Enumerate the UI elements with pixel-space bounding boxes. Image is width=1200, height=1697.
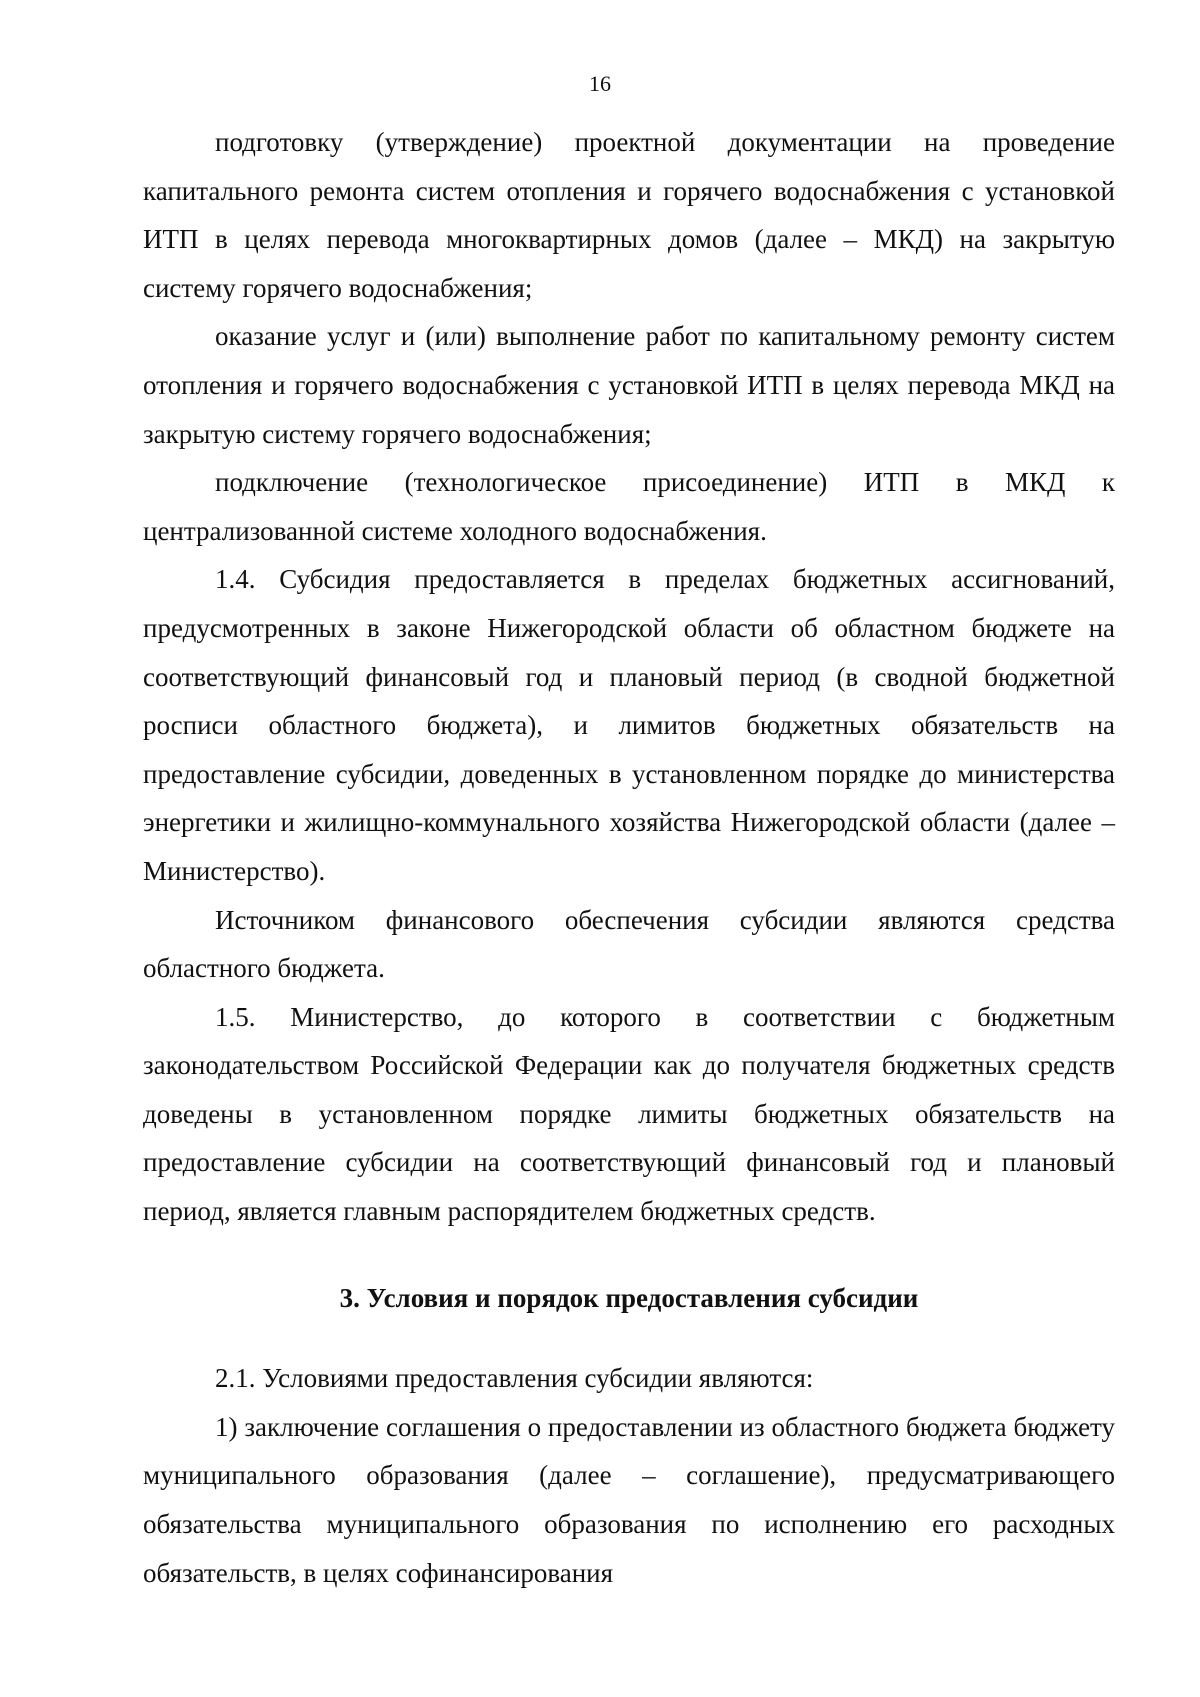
paragraph-2-1: 2.1. Условиями предоставления субсидии являются:	[215, 1363, 814, 1394]
paragraph-repair-works: оказание услуг и (или) выполнение работ по капитальному ремонту систем отопления и горячего водоснабжения с установкой ИТП в целях перевода МКД на закрытую систему горячего водоснабжения;	[143, 321, 1115, 449]
paragraph-design-documentation: подготовку (утверждение) проектной документации на проведение капитального ремонта систем отопления и горячего водоснабжения с установкой ИТП в целях перевода многоквартирных домов (далее – МКД) на закрытую систему горячего водоснабжения;	[143, 127, 1115, 303]
paragraph-1-4: 1.4. Субсидия предоставляется в пределах бюджетных ассигнований, предусмотренных в законе Нижегородской области об областном бюджете на соответствующий финансовый год и плановый период (в сводной бюджетной росписи областного бюджета), и лимитов бюджетных обязательств на предоставление субсидии, доведенных в установленном порядке до министерства энергетики и жилищно-коммунального хозяйства Нижегородской области (далее – Министерство).	[143, 564, 1115, 886]
document-body	[143, 118, 1115, 1597]
page-number: 16	[589, 71, 611, 96]
paragraph-connection: подключение (технологическое присоединение) ИТП в МКД к централизованной системе холодного водоснабжения.	[143, 467, 1115, 546]
paragraph-funding-source: Источником финансового обеспечения субсидии являются средства областного бюджета.	[143, 904, 1115, 984]
paragraph-condition-1: 1) заключение соглашения о предоставлении из областного бюджета бюджету муниципального образования (далее – соглашение), предусматривающего обязательства муниципального образования по исполнению его расходных обязательств, в целях софинансирования	[143, 1411, 1115, 1588]
section-heading: 3. Условия и порядок предоставления субсидии	[339, 1282, 919, 1313]
paragraph-1-5: 1.5. Министерство, до которого в соответствии с бюджетным законодательством Российской Федерации как до получателя бюджетных средств доведены в установленном порядке лимиты бюджетных обязательств на предоставление субсидии на соответствующий финансовый год и плановый период, является главным распорядителем бюджетных средств.	[143, 1001, 1115, 1227]
